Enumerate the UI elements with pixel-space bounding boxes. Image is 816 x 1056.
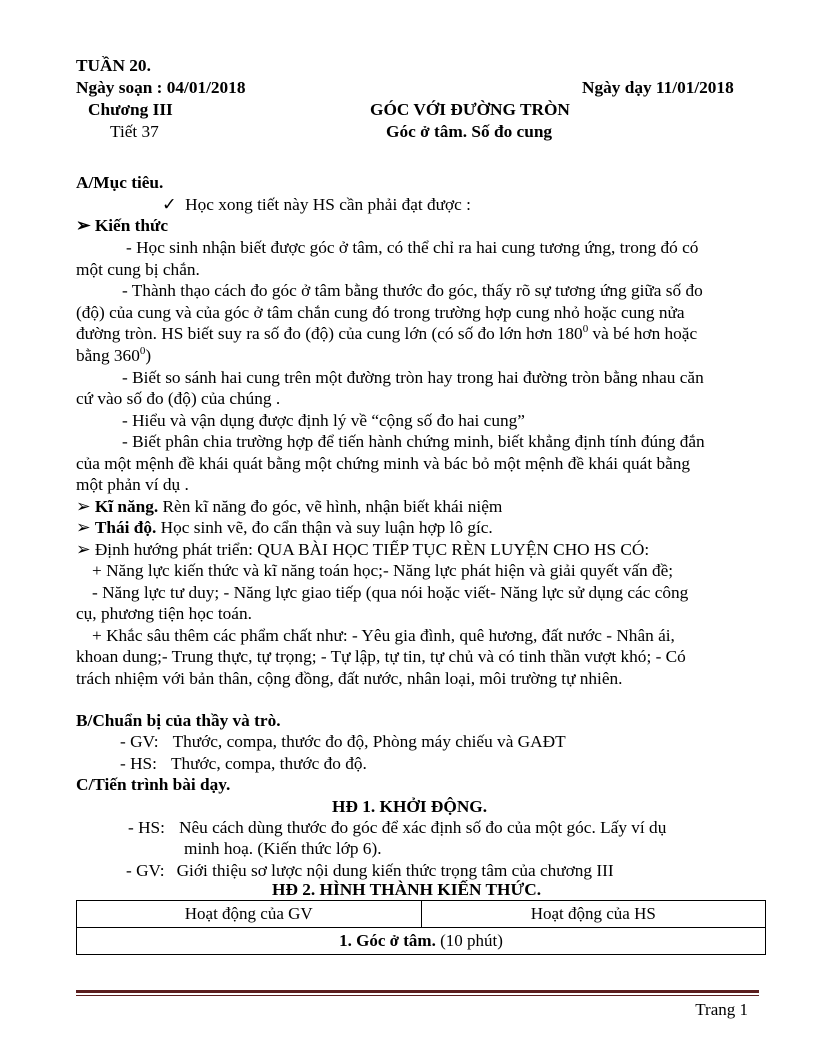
knowledge-item-2-cont2: đường tròn. HS biết suy ra số đo (độ) của cung lớn (có số đo lớn hơn $180^0$ và bé hơn hoặc bbox=[76, 323, 698, 343]
knowledge-item-2-cont3: bằng $360^0$) bbox=[76, 345, 152, 365]
knowledge-item-3-cont: cứ vào số đo (độ) của chúng . bbox=[76, 389, 281, 408]
arrow-bullet-icon: ➢ bbox=[76, 216, 91, 235]
preparation-heading: B/Chuẩn bị của thầy và trò. bbox=[76, 711, 281, 730]
knowledge-item-2: - Thành thạo cách đo góc ở tâm bằng thước đo góc, thấy rõ sự tương ứng giữa số đo bbox=[122, 281, 703, 300]
knowledge-item-5-cont2: một phản ví dụ . bbox=[76, 475, 189, 494]
lesson-title: Góc ở tâm. Số đo cung bbox=[386, 122, 553, 141]
check-icon: ✓ bbox=[162, 195, 177, 214]
hd1-gv: - GV: Giới thiệu sơ lược nội dung kiến thức trọng tâm của chương III bbox=[126, 861, 614, 880]
lesson-number: Tiết 37 bbox=[110, 122, 159, 141]
orientation-line: ➢ Định hướng phát triển: QUA BÀI HỌC TIẾP TỤC RÈN LUYỆN CHO HS CÓ: bbox=[76, 540, 650, 559]
knowledge-item-3: - Biết so sánh hai cung trên một đường tròn hay trong hai đường tròn bằng nhau căn bbox=[122, 368, 704, 387]
col-gv-header: Hoạt động của GV bbox=[77, 901, 422, 928]
prep-hs: - HS: Thước, compa, thước đo độ. bbox=[120, 754, 367, 773]
week-label: TUẦN 20. bbox=[76, 56, 151, 75]
knowledge-item-5-cont: của một mệnh đề khái quát bằng một chứng minh và bác bỏ một mệnh đề khái quát bằng bbox=[76, 454, 691, 473]
knowledge-item-1: - Học sinh nhận biết được góc ở tâm, có thể chỉ ra hai cung tương ứng, trong đó có bbox=[126, 238, 699, 257]
prep-date: Ngày soạn : 04/01/2018 bbox=[76, 78, 246, 97]
arrow-bullet-icon: ➢ bbox=[76, 540, 91, 559]
orientation-item-3: + Khắc sâu thêm các phẩm chất như: - Yêu gia đình, quê hương, đất nước - Nhân ái, bbox=[92, 626, 675, 645]
orientation-item-2-cont: cụ, phương tiện học toán. bbox=[76, 604, 252, 623]
skills-line: ➢ Kĩ năng. Rèn kĩ năng đo góc, vẽ hình, nhận biết khái niệm bbox=[76, 497, 503, 516]
orientation-item-1: + Năng lực kiến thức và kĩ năng toán học;- Năng lực phát hiện và giải quyết vấn đề; bbox=[92, 561, 674, 580]
knowledge-item-1-cont: một cung bị chắn. bbox=[76, 260, 200, 279]
orientation-item-2: - Năng lực tư duy; - Năng lực giao tiếp (qua nói hoặc viết- Năng lực sử dụng các công bbox=[92, 583, 689, 602]
orientation-item-3-cont2: trách nhiệm với bản thân, cộng đồng, đất nước, nhân loại, môi trường tự nhiên. bbox=[76, 669, 623, 688]
objectives-heading: A/Mục tiêu. bbox=[76, 173, 164, 192]
arrow-bullet-icon: ➢ bbox=[76, 497, 91, 516]
knowledge-item-5: - Biết phân chia trường hợp để tiến hành chứng minh, biết khẳng định tính đúng đắn bbox=[122, 432, 705, 451]
orientation-item-3-cont: khoan dung;- Trung thực, tự trọng; - Tự lập, tự tin, tự chủ và có tinh thần vượt khó; - Có bbox=[76, 647, 686, 666]
hd1-hs: - HS: Nêu cách dùng thước đo góc để xác định số đo của một góc. Lấy ví dụ bbox=[128, 818, 667, 837]
hd1-hs-cont: minh hoạ. (Kiến thức lớp 6). bbox=[184, 839, 382, 858]
process-heading: C/Tiến trình bài dạy. bbox=[76, 775, 231, 794]
table-row bbox=[77, 928, 766, 955]
chapter-label: Chương III bbox=[88, 100, 173, 119]
prep-gv: - GV: Thước, compa, thước đo độ, Phòng máy chiếu và GAĐT bbox=[120, 732, 566, 751]
arrow-bullet-icon: ➢ bbox=[76, 518, 91, 537]
objectives-intro: ✓ Học xong tiết này HS cần phải đạt được : bbox=[162, 195, 471, 214]
hd2-heading: HĐ 2. HÌNH THÀNH KIẾN THỨC. bbox=[272, 880, 542, 899]
knowledge-item-4: - Hiểu và vận dụng được định lý về “cộng số đo hai cung” bbox=[122, 411, 525, 430]
teach-date: Ngày dạy 11/01/2018 bbox=[582, 78, 734, 97]
page-number: Trang 1 bbox=[695, 1000, 748, 1019]
hd1-heading: HĐ 1. KHỞI ĐỘNG. bbox=[332, 797, 488, 816]
knowledge-heading: ➢ Kiến thức bbox=[76, 216, 169, 235]
attitude-line: ➢ Thái độ. Học sinh vẽ, đo cẩn thận và suy luận hợp lô gíc. bbox=[76, 518, 493, 537]
activity-table bbox=[76, 900, 766, 955]
footer-divider-thin bbox=[76, 995, 759, 996]
section-row-cell: 1. Góc ở tâm. (10 phút) bbox=[77, 928, 766, 955]
col-hs-header: Hoạt động của HS bbox=[421, 901, 766, 928]
knowledge-item-2-cont: (độ) của cung và của góc ở tâm chắn cung đó trong trường hợp cung nhỏ hoặc cung nửa bbox=[76, 303, 685, 322]
footer-divider bbox=[76, 990, 759, 993]
table-header-row bbox=[77, 901, 766, 928]
chapter-title: GÓC VỚI ĐƯỜNG TRÒN bbox=[370, 100, 570, 119]
